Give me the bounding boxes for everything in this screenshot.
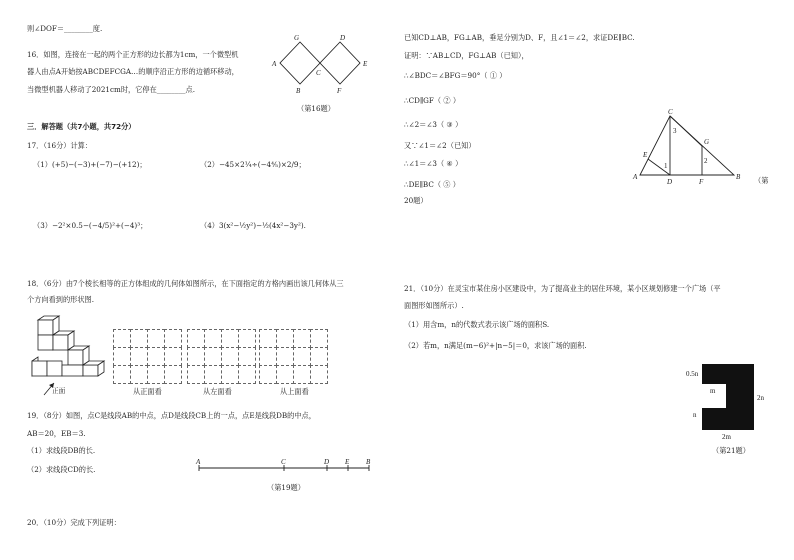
fig16-caption: （第16题）	[297, 104, 335, 113]
fig16-label-a: A	[272, 60, 277, 68]
figure-19-segment	[193, 460, 383, 476]
q20-step2: ∴CD∥GF（ ② ）	[404, 96, 461, 105]
fig19-label-c: C	[281, 458, 286, 466]
grid-cell	[276, 365, 294, 384]
figure-21-plaza	[684, 362, 774, 442]
q18-line1: 18．（6分）由7个棱长相等的正方体组成的几何体如图所示，在下面指定的方格内画出该几何体从三	[27, 279, 344, 288]
grid-cell	[259, 365, 277, 384]
q21-part2: （2）若m，n满足(m−6)²+|n−5|＝0，求该广场的面积.	[404, 341, 587, 350]
q20-heading: 20．（10分）完成下列证明：	[27, 518, 121, 527]
grid-cell	[238, 329, 256, 348]
grid-cell	[204, 365, 222, 384]
grid-cell	[187, 365, 205, 384]
grid-cell	[130, 329, 148, 348]
grid-cell	[204, 329, 222, 348]
grid-cell	[113, 329, 131, 348]
q19-part1: （1）求线段DB的长.	[27, 446, 96, 455]
grid-cell	[221, 365, 239, 384]
fig21-label-m: m	[710, 387, 716, 395]
fig20-angle-1: 1	[664, 162, 668, 170]
q19-line1: 19．（8分）如图，点C是线段AB的中点，点D是线段CB上的一点，点E是线段DB的中点，	[27, 411, 316, 420]
fig20-caption-part2: 20题）	[404, 196, 428, 205]
grid-cell	[113, 365, 131, 384]
grid-cell	[187, 329, 205, 348]
grid-cell	[204, 347, 222, 366]
figure-20-triangle	[630, 108, 745, 186]
q17-part1: （1）(+5)−(−3)+(−7)−(+12)；	[33, 160, 147, 169]
q18-view-top: 从上面看	[280, 387, 309, 396]
fig20-angle-3: 3	[673, 127, 677, 135]
fig19-label-a: A	[196, 458, 201, 466]
grid-cell	[164, 347, 182, 366]
grid-cell	[310, 347, 328, 366]
fig21-label-n: n	[693, 411, 697, 419]
grid-cell	[259, 329, 277, 348]
grid-cell	[293, 329, 311, 348]
q17-heading: 17．（16分）计算：	[27, 141, 93, 150]
fig16-label-e: E	[363, 60, 368, 68]
q18-front-label: 正面	[52, 387, 66, 395]
grid-cell	[130, 365, 148, 384]
grid-cell	[293, 365, 311, 384]
fig20-label-f: F	[699, 178, 704, 186]
q20-proof-start: 证明：∵AB⊥CD，FG⊥AB（已知），	[404, 51, 529, 60]
grid-cell	[310, 365, 328, 384]
fig19-caption: （第19题）	[267, 483, 305, 492]
grid-cell	[147, 365, 165, 384]
grid-cell	[164, 365, 182, 384]
q21-line1: 21．（10分）在灵宝市某住房小区建设中，为了提高业主的居住环境，某小区规划修建一个广场（平	[404, 284, 721, 293]
fig21-label-half-n: 0.5n	[686, 370, 699, 378]
fig16-label-g: G	[294, 34, 300, 42]
fig20-label-g: G	[704, 138, 710, 146]
q17-part3: （3）−2²×0.5−(−4/5)²+(−4)³；	[33, 221, 148, 230]
grid-cell	[238, 365, 256, 384]
q20-step1: ∴∠BDC＝∠BFG＝90°（ ① ）	[404, 71, 507, 80]
grid-cell	[276, 347, 294, 366]
fig19-label-e: E	[345, 458, 350, 466]
q20-step4: 又∵∠1＝∠2（已知）	[404, 141, 476, 150]
fig20-label-c: C	[668, 108, 673, 116]
q20-given: 已知CD⊥AB，FG⊥AB，垂足分别为D、F，且∠1＝∠2，求证DE∥BC.	[404, 33, 635, 42]
fig21-label-2m: 2m	[722, 433, 731, 441]
figure-18-cubes	[26, 315, 106, 405]
fig16-label-c: C	[316, 69, 321, 77]
q20-step5: ∴∠1＝∠3（ ④ ）	[404, 159, 463, 168]
fig20-label-a: A	[633, 173, 638, 181]
section-3-heading: 三．解答题（共7小题，共72分）	[27, 122, 136, 131]
fig20-caption-part1: （第	[754, 176, 769, 185]
grid-cell	[276, 329, 294, 348]
grid-cell	[259, 347, 277, 366]
fig21-caption: （第21题）	[712, 446, 750, 455]
q20-step3: ∴∠2＝∠3（ ③ ）	[404, 120, 463, 129]
q15-tail: 则∠DOF＝________度.	[27, 24, 103, 33]
grid-cell	[187, 347, 205, 366]
grid-cell	[221, 329, 239, 348]
grid-cell	[238, 347, 256, 366]
q21-part1: （1）用含m，n的代数式表示该广场的面积S.	[404, 320, 550, 329]
fig19-label-d: D	[324, 458, 330, 466]
q17-part2: （2）−45×2¼÷(−4⅘)×2/9；	[200, 160, 306, 169]
fig20-label-e: E	[643, 151, 648, 159]
q16-line3: 当微型机器人移动了2021cm时，它停在________点.	[27, 85, 195, 94]
grid-cell	[147, 347, 165, 366]
grid-cell	[293, 347, 311, 366]
fig16-label-f: F	[337, 87, 342, 95]
q19-line2: AB＝20，EB＝3.	[27, 429, 86, 438]
q16-line2: 器人由点A开始按ABCDEFCGA…的顺序沿正方形的边循环移动，	[27, 67, 239, 76]
grid-cell	[113, 347, 131, 366]
q17-part4: （4）3(x²−½y²)−½(4x²−3y²).	[200, 221, 306, 230]
fig16-label-b: B	[296, 87, 301, 95]
q18-line2: 个方向看到的形状图.	[27, 295, 94, 304]
grid-cell	[147, 329, 165, 348]
fig20-label-d: D	[667, 178, 673, 186]
q20-step6: ∴DE∥BC（ ⑤ ）	[404, 180, 460, 189]
fig20-angle-2: 2	[704, 157, 708, 165]
fig21-label-2n: 2n	[757, 394, 764, 402]
q19-part2: （2）求线段CD的长.	[27, 465, 96, 474]
q21-line2: 面图形如图所示）.	[404, 301, 464, 310]
fig16-label-d: D	[340, 34, 346, 42]
fig19-label-b: B	[366, 458, 371, 466]
grid-cell	[221, 347, 239, 366]
grid-cell	[164, 329, 182, 348]
q16-line1: 16．如图，连接在一起的两个正方形的边长都为1cm，一个微型机	[27, 50, 239, 59]
fig20-label-b: B	[736, 173, 741, 181]
grid-cell	[310, 329, 328, 348]
q18-view-left: 从左面看	[203, 387, 232, 396]
q18-view-front: 从正面看	[133, 387, 162, 396]
grid-cell	[130, 347, 148, 366]
